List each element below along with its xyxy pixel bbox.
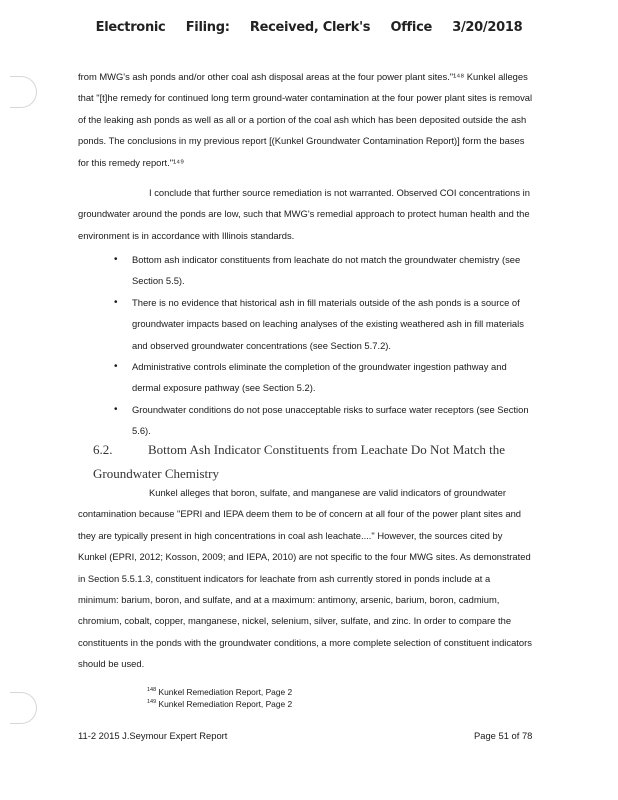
stamp-part-3: Received, Clerk's [249,20,371,35]
paragraph-indicators [78,482,533,675]
section-number: 6.2. [93,442,113,457]
paragraph-3-text: Kunkel alleges that boron, sulfate, and manganese are valid indicators of groundwater contamination because "EPRI and IEPA deem them to be of concern at all four of the power plant sites and they are typically present in high concentrations in coal ash leachate...." However, the sources cited by Kunkel (EPRI, 2012; Kosson, 2009; and IEPA, 2010) are not specific to the four MWG sites. As demonstrated in Section 5.5.1.3, constituent indicators for leachate from ash currently stored in ponds include at a minimum: barium, boron, and sulfate, and at a maximum: antimony, arsenic, barium, boron, cadmium, chromium, cobalt, copper, manganese, nickel, selenium, silver, sulfate, and zinc. In order to compare the constituents in the ponds with the groundwater conditions, a more complete selection of constituent indicators should be used. [78,487,532,670]
footer-report-name: 11-2 2015 J.Seymour Expert Report [78,730,228,741]
paragraph-quote [78,66,533,173]
list-item: • Groundwater conditions do not pose unacceptable risks to surface water receptors (see Section 5.6). [78,399,533,442]
bullet-list [78,249,533,442]
paragraph-2-text: I conclude that further source remediation is not warranted. Observed COI concentrations in groundwater around the ponds are low, such that MWG's remedial approach to protect human health and the environment is in accordance with Illinois standards. [78,187,530,241]
stamp-date: 3/20/2018 [452,20,523,35]
footnote [147,696,292,710]
binder-hole-bottom [10,692,37,724]
footnote-number: 149 [147,699,157,705]
paragraph-1-text: from MWG's ash ponds and/or other coal ash disposal areas at the four power plant sites."¹⁴⁸ Kunkel alleges that "[t]he remedy for continued long term ground-water contamination at the four power plant sites is removal of the leaking ash ponds as well as all or a portion of the coal ash which has been deposited outside the ash ponds. The conclusions in my previous report [(Kunkel Groundwater Contamination Report)] form the bases for this remedy report."¹⁴⁹ [78,71,533,168]
filing-stamp [0,20,618,35]
section-title: Bottom Ash Indicator Constituents from Leachate Do Not Match the Groundwater Chemistry [93,442,506,481]
stamp-part-4: Office [390,20,432,35]
stamp-part-1: Electronic [95,20,166,35]
list-item: • Administrative controls eliminate the completion of the groundwater ingestion pathway and dermal exposure pathway (see Section 5.2). [78,356,533,399]
footnote-number: 148 [147,687,157,693]
footer-page-number: Page 51 of 78 [474,730,533,741]
binder-hole-top [10,76,37,108]
paragraph-conclusion [78,182,533,246]
footnote-text: Kunkel Remediation Report, Page 2 [158,686,293,697]
section-heading [93,438,533,486]
list-item: • Bottom ash indicator constituents from leachate do not match the groundwater chemistry (see Section 5.5). [78,249,533,292]
footnote-text: Kunkel Remediation Report, Page 2 [158,698,293,709]
list-item: • There is no evidence that historical ash in fill materials outside of the ash ponds is a source of groundwater impacts based on leaching analyses of the existing weathered ash in fill materials and observed groundwater concentrations (see Section 5.7.2). [78,292,533,356]
stamp-part-2: Filing: [185,20,230,35]
